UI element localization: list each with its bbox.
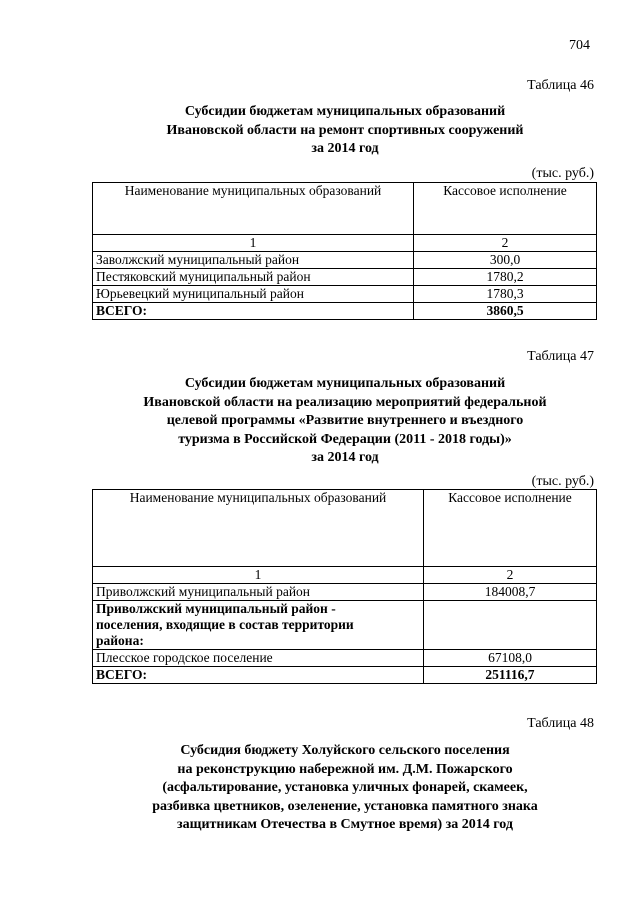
row-value: 184008,7 <box>424 584 597 601</box>
table-46-unit: (тыс. руб.) <box>531 166 594 181</box>
row-value: 300,0 <box>414 252 597 269</box>
table-row <box>93 269 597 286</box>
row-name: Заволжский муниципальный район <box>93 252 414 269</box>
total-row <box>93 667 597 684</box>
row-name: Приволжский муниципальный район <box>93 584 424 601</box>
total-label: ВСЕГО: <box>93 667 424 684</box>
table-row <box>93 650 597 667</box>
table-47-label: Таблица 47 <box>527 349 594 364</box>
row-name: Плесское городское поселение <box>93 650 424 667</box>
table-row <box>93 252 597 269</box>
total-value: 251116,7 <box>424 667 597 684</box>
row-name: Юрьевецкий муниципальный район <box>93 286 414 303</box>
table-47 <box>92 489 597 684</box>
table-47-title: Субсидии бюджетам муниципальных образований Ивановской области на реализацию мероприятий федеральной целевой программы «Развитие внутреннего и въездного туризма в Российской Федерации (2011 - 2018 годы)» за 2014 год <box>143 376 547 465</box>
table-46-label: Таблица 46 <box>527 78 594 93</box>
total-label: ВСЕГО: <box>93 303 414 320</box>
row-value: 1780,3 <box>414 286 597 303</box>
column-header: Кассовое исполнение <box>414 183 597 235</box>
column-number: 2 <box>414 235 597 252</box>
page-number: 704 <box>569 38 590 53</box>
table-48-label: Таблица 48 <box>527 716 594 731</box>
column-header: Кассовое исполнение <box>424 490 597 567</box>
column-header: Наименование муниципальных образований <box>93 490 424 567</box>
table-47-unit: (тыс. руб.) <box>531 474 594 489</box>
table-46-title: Субсидии бюджетам муниципальных образований Ивановской области на ремонт спортивных сооружений за 2014 год <box>166 104 524 156</box>
column-number: 1 <box>93 567 424 584</box>
table-48-title: Субсидия бюджету Холуйского сельского поселения на реконструкцию набережной им. Д.М. Пожарского (асфальтирование, установка уличных фонарей, скамеек, разбивка цветников, озеленение, установка памятного знака защитникам Отечества в Смутное время) за 2014 год <box>152 743 538 832</box>
row-name: Пестяковский муниципальный район <box>93 269 414 286</box>
row-value: 1780,2 <box>414 269 597 286</box>
column-number: 2 <box>424 567 597 584</box>
column-header: Наименование муниципальных образований <box>93 183 414 235</box>
table-row <box>93 601 597 650</box>
total-value: 3860,5 <box>414 303 597 320</box>
table-46 <box>92 182 597 320</box>
table-row <box>93 584 597 601</box>
row-name: Приволжский муниципальный район - поселения, входящие в состав территории района: <box>93 601 424 650</box>
column-number: 1 <box>93 235 414 252</box>
row-value <box>424 601 597 650</box>
total-row <box>93 303 597 320</box>
row-value: 67108,0 <box>424 650 597 667</box>
table-row <box>93 286 597 303</box>
